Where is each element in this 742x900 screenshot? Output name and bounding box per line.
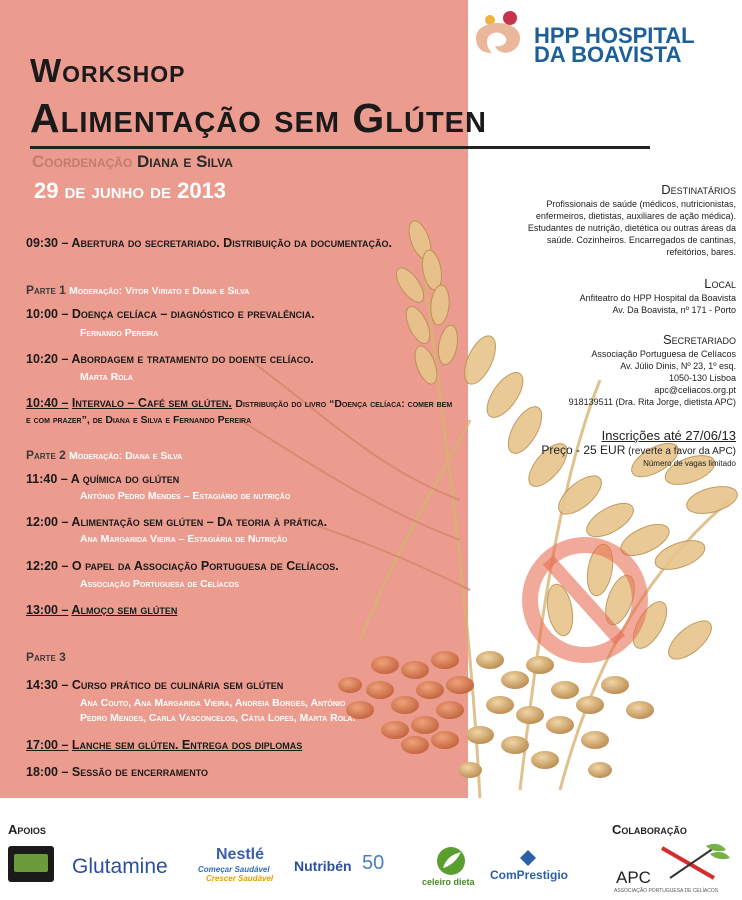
part-moderation: Moderação: Diana e Silva (69, 450, 183, 462)
recipients-line: enfermeiros, dietistas, auxiliares de ação médica). (535, 211, 736, 221)
secretariat-email[interactable]: apc@celiacos.org.pt (654, 385, 736, 395)
hpp-line-2: DA BOAVISTA (534, 42, 682, 67)
title-workshop: Workshop (30, 52, 186, 89)
nestle-logo (198, 846, 282, 886)
price-label: Preço - 25 EUR (541, 443, 626, 457)
session-time: 10:40 – (26, 396, 69, 410)
celeiro-dieta-logo (422, 846, 480, 890)
hpp-logo-text (534, 23, 695, 67)
celeiro-text: celeiro dieta (422, 877, 475, 887)
location-text (580, 292, 736, 316)
limited-places: Número de vagas limitado (643, 459, 736, 468)
nestle-logo-text: Nestlé (216, 846, 265, 863)
nutriben-50-badge: 50 (362, 852, 385, 874)
diamond-icon (520, 850, 536, 866)
session-time: 09:30 – (26, 236, 69, 250)
recipients-line: saúde. Cozinheiros. Encarregados de cantinas, (546, 235, 736, 245)
part-label: Parte 3 (26, 650, 66, 664)
session-1430 (26, 678, 456, 693)
secretariat-line: Av. Júlio Dinis, Nº 23, 1º esq. (620, 361, 736, 371)
session-title: A química do glúten (70, 472, 180, 486)
glutamine-logo: Glutamine (72, 855, 168, 878)
session-1300 (26, 603, 456, 618)
hpp-line-1: HPP HOSPITAL (534, 23, 695, 48)
session-1800 (26, 765, 456, 780)
session-1200 (26, 515, 456, 530)
part-1-heading (26, 283, 249, 297)
nestle-sub-2: Crescer Saudável (206, 874, 274, 883)
location-line: Av. Da Boavista, nº 171 - Porto (612, 305, 736, 315)
session-title: Sessão de encerramento (71, 765, 209, 779)
session-1000 (26, 307, 456, 322)
secretariat-phone: 918139511 (Dra. Rita Jorge, dietista APC) (568, 397, 736, 407)
coordination-name: Diana e Silva (137, 152, 233, 171)
sponsor-logo-dark (8, 846, 54, 882)
session-speaker: Fernando Pereira (80, 327, 159, 339)
apc-subtitle: ASSOCIAÇÃO PORTUGUESA DE CELÍACOS (614, 888, 719, 894)
session-time: 10:00 – (26, 307, 69, 321)
session-speaker: Associação Portuguesa de Celíacos (80, 578, 239, 590)
session-title: Abertura do secretariado. Distribuição da documentação. (71, 236, 392, 250)
sponsors-label: Apoios (8, 822, 46, 837)
session-1020 (26, 352, 456, 367)
nestle-sub-1: Começar Saudável (198, 865, 270, 874)
comprestigio-logo (490, 850, 580, 890)
leaf-icon (433, 846, 469, 876)
session-1700 (26, 738, 456, 753)
coordination (32, 152, 233, 172)
hpp-logo (470, 8, 740, 68)
title-underline (30, 146, 650, 149)
title-main: Alimentação sem Glúten (30, 95, 487, 141)
session-title: O papel da Associação Portuguesa de Celíacos. (71, 559, 339, 573)
recipients-line: refeitórios, bares. (666, 247, 736, 257)
location-title: Local (704, 276, 736, 291)
location-line: Anfiteatro do HPP Hospital da Boavista (579, 293, 736, 303)
registration-title: Inscrições até 27/06/13 (601, 428, 736, 443)
part-3-heading (26, 650, 66, 664)
session-title: Abordagem e tratamento do doente celíaco. (71, 352, 314, 366)
session-title: Doença celíaca – diagnóstico e prevalência. (71, 307, 315, 321)
session-time: 14:30 – (26, 678, 69, 692)
session-time: 11:40 – (26, 472, 68, 486)
session-speaker: António Pedro Mendes – Estagiário de nutrição (80, 490, 291, 502)
session-1140 (26, 472, 456, 487)
session-time: 12:00 – (26, 515, 69, 529)
session-0930 (26, 236, 456, 251)
session-title: Almoço sem glúten (71, 603, 178, 617)
secretariat-title: Secretariado (662, 332, 736, 347)
green-mark-icon (14, 854, 48, 872)
session-time: 10:20 – (26, 352, 69, 366)
hpp-logo-icon (470, 8, 530, 64)
session-speaker: Marta Rola (80, 371, 133, 383)
part-moderation: Moderação: Vítor Viriato e Diana e Silva (69, 285, 250, 297)
part-label: Parte 2 (26, 448, 66, 462)
session-time: 12:20 – (26, 559, 69, 573)
apc-logo (614, 842, 736, 896)
secretariat-line: Associação Portuguesa de Celíacos (591, 349, 736, 359)
price-line (541, 444, 736, 458)
recipients-line: Profissionais de saúde (médicos, nutricionistas, (546, 199, 736, 209)
recipients-title: Destinatários (661, 182, 736, 197)
nutriben-logo: Nutribén (294, 858, 352, 874)
price-note: (reverte a favor da APC) (628, 446, 736, 457)
session-title: Curso prático de culinária sem glúten (71, 678, 284, 692)
event-date: 29 de junho de 2013 (34, 178, 227, 203)
session-title: Alimentação sem glúten – Da teoria à prática. (71, 515, 328, 529)
session-speaker: Ana Couto, Ana Margarida Vieira, Andreia Borges, António (80, 697, 346, 709)
session-speaker: Ana Margarida Vieira – Estagiária de Nutrição (80, 533, 288, 545)
collaboration-label: Colaboração (612, 822, 687, 837)
part-2-heading (26, 448, 182, 462)
session-note: Distribuição do livro “Doença celíaca: comer bem e com prazer”, de Diana e Silva e Fernando Pereira (26, 398, 453, 426)
recipients-text (528, 198, 736, 258)
session-time: 13:00 – (26, 603, 69, 617)
apc-text: APC (616, 868, 651, 887)
session-time: 18:00 – (26, 765, 69, 779)
recipients-line: Estudantes de nutrição, dietética ou outras áreas da (527, 223, 736, 233)
secretariat-line: 1050-130 Lisboa (668, 373, 736, 383)
session-time: 17:00 – (26, 738, 69, 752)
session-title: Lanche sem glúten. Entrega dos diplomas (71, 738, 303, 752)
session-1220 (26, 559, 456, 574)
part-label: Parte 1 (26, 283, 66, 297)
session-title: Intervalo – Café sem glúten. (71, 396, 232, 410)
secretariat-text (569, 348, 736, 408)
session-speaker: Pedro Mendes, Carla Vasconcelos, Cátia Lopes, Marta Rola. (80, 712, 356, 724)
session-1040 (26, 396, 456, 428)
comprestigio-text: ComPrestigio (490, 868, 569, 882)
coordination-label: Coordenação (32, 152, 133, 171)
